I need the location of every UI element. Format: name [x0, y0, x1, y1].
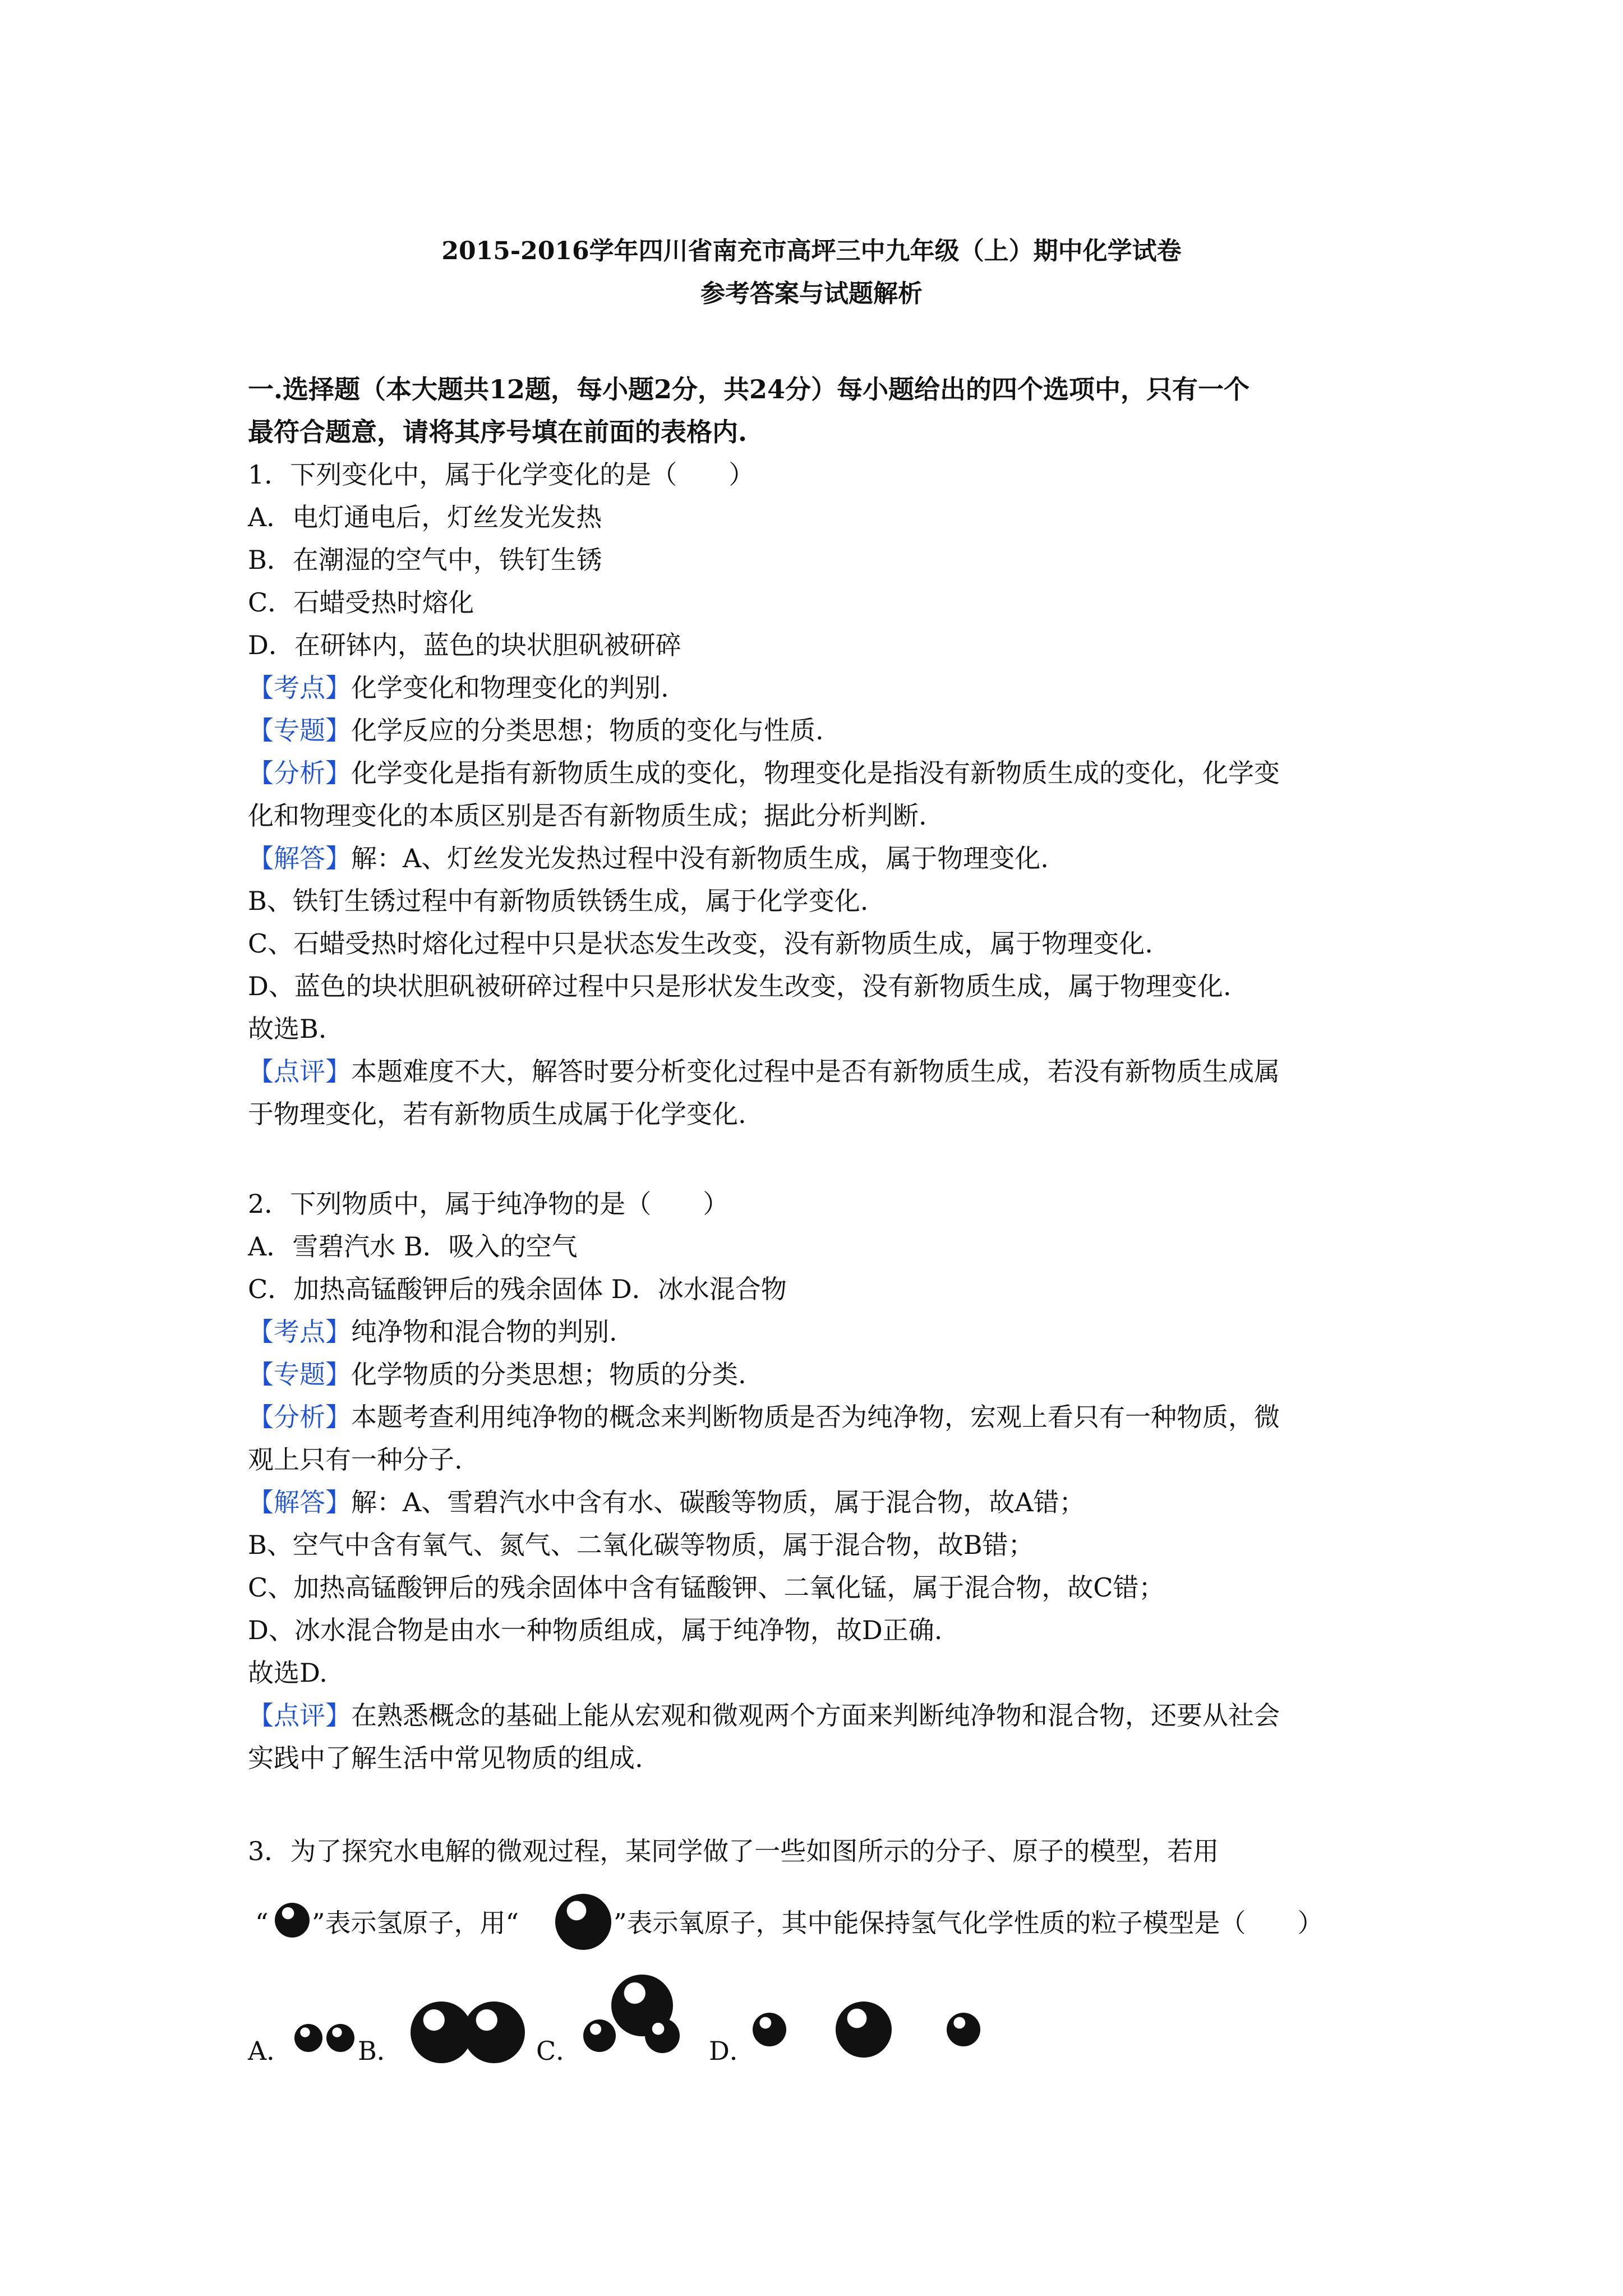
- hydrogen-atom-icon: [947, 2013, 980, 2046]
- page-title: 2015-2016学年四川省南充市高坪三中九年级（上）期中化学试卷: [441, 237, 1182, 265]
- q1-option-c: C．石蜡受热时熔化: [248, 587, 474, 618]
- q2-stem: 2．下列物质中，属于纯净物的是（ ）: [248, 1189, 729, 1219]
- hydrogen-atom-icon: [645, 2018, 680, 2053]
- q1-jieda: [248, 840, 1049, 876]
- kaodian-tag: 【考点】: [248, 673, 351, 703]
- dianping-tag: 【点评】: [248, 1700, 351, 1731]
- q3-option-a-label: A．: [248, 2036, 293, 2066]
- page-subtitle: 参考答案与试题解析: [700, 279, 923, 308]
- q2-jieda-text-1: 解：A、雪碧汽水中含有水、碳酸等物质，属于混合物，故A错；: [351, 1487, 1085, 1517]
- q2-fenxi: [248, 1399, 1280, 1435]
- fenxi-tag: 【分析】: [248, 758, 351, 788]
- zhuanti-tag: 【专题】: [248, 1359, 351, 1389]
- zhuanti-tag: 【专题】: [248, 715, 351, 746]
- q1-option-a: A．电灯通电后，灯丝发光发热: [248, 502, 602, 532]
- q3-option-c-label: C．: [536, 2036, 582, 2066]
- hydrogen-atom-icon: [753, 2013, 786, 2046]
- q2-jieda-text-4: D、冰水混合物是由水一种物质组成，属于纯净物，故D正确.: [248, 1615, 943, 1645]
- section-heading-line2: 最符合题意，请将其序号填在前面的表格内.: [248, 417, 748, 447]
- q1-fenxi-text-1: 化学变化是指有新物质生成的变化，物理变化是指没有新物质生成的变化，化学变: [351, 758, 1280, 788]
- q2-kaodian-text: 纯净物和混合物的判别.: [351, 1317, 617, 1347]
- q1-dianping-text-1: 本题难度不大，解答时要分析变化过程中是否有新物质生成，若没有新物质生成属: [351, 1056, 1280, 1087]
- q1-option-d: D．在研钵内，蓝色的块状胆矾被研碎: [248, 630, 681, 660]
- jieda-tag: 【解答】: [248, 1487, 351, 1517]
- q1-dianping-text-2: 于物理变化，若有新物质生成属于化学变化.: [248, 1099, 746, 1129]
- dianping-tag: 【点评】: [248, 1056, 351, 1087]
- q1-option-b: B．在潮湿的空气中，铁钉生锈: [248, 545, 602, 575]
- q1-answer: 故选B.: [248, 1014, 327, 1044]
- hydrogen-atom-icon: [583, 2019, 616, 2052]
- oxygen-atom-icon: [555, 1894, 611, 1950]
- q1-fenxi-text-2: 化和物理变化的本质区别是否有新物质生成；据此分析判断.: [248, 800, 927, 831]
- q2-jieda: [248, 1484, 1085, 1520]
- kaodian-tag: 【考点】: [248, 1317, 351, 1347]
- q2-fenxi-text-1: 本题考查利用纯净物的概念来判断物质是否为纯净物，宏观上看只有一种物质，微: [351, 1402, 1280, 1432]
- q2-option-cd: C．加热高锰酸钾后的残余固体 D．冰水混合物: [248, 1274, 787, 1304]
- q1-zhuanti: [248, 712, 824, 748]
- q3-legend-hydrogen-text: ”表示氢原子，用“: [312, 1908, 519, 1938]
- q2-jieda-text-2: B、空气中含有氧气、氮气、二氧化碳等物质，属于混合物，故B错；: [248, 1530, 1034, 1560]
- q1-jieda-text-3: C、石蜡受热时熔化过程中只是状态发生改变，没有新物质生成，属于物理变化.: [248, 928, 1153, 959]
- q2-dianping-text-2: 实践中了解生活中常见物质的组成.: [248, 1743, 643, 1773]
- q2-zhuanti: [248, 1356, 746, 1392]
- q2-dianping: [248, 1697, 1280, 1733]
- q1-zhuanti-text: 化学反应的分类思想；物质的变化与性质.: [351, 715, 824, 746]
- q3-legend-oxygen-text: ”表示氧原子，其中能保持氢气化学性质的粒子模型是（ ）: [614, 1908, 1324, 1938]
- q1-jieda-text-1: 解：A、灯丝发光发热过程中没有新物质生成，属于物理变化.: [351, 843, 1049, 873]
- q2-zhuanti-text: 化学物质的分类思想；物质的分类.: [351, 1359, 746, 1389]
- fenxi-tag: 【分析】: [248, 1402, 351, 1432]
- hydrogen-atom-icon: [294, 2024, 322, 2052]
- hydrogen-atom-icon: [275, 1903, 310, 1938]
- section-heading-line1: 一.选择题（本大题共12题，每小题2分，共24分）每小题给出的四个选项中，只有一个: [248, 374, 1250, 404]
- q1-stem: 1．下列变化中，属于化学变化的是（ ）: [248, 459, 755, 490]
- q1-jieda-text-2: B、铁钉生锈过程中有新物质铁锈生成，属于化学变化.: [248, 886, 869, 916]
- q1-dianping: [248, 1053, 1280, 1089]
- q3-stem: 3．为了探究水电解的微观过程，某同学做了一些如图所示的分子、原子的模型，若用: [248, 1836, 1219, 1866]
- q2-fenxi-text-2: 观上只有一种分子.: [248, 1444, 463, 1475]
- q2-answer: 故选D.: [248, 1658, 328, 1688]
- hydrogen-atom-icon: [326, 2024, 354, 2052]
- oxygen-atom-icon: [836, 2001, 892, 2058]
- q1-fenxi: [248, 755, 1280, 791]
- q3-option-b-label: B．: [358, 2036, 403, 2066]
- q3-legend-open-quote: “: [255, 1908, 269, 1938]
- jieda-tag: 【解答】: [248, 843, 351, 873]
- oxygen-atom-icon: [463, 2001, 525, 2063]
- q3-option-d-label: D．: [709, 2036, 755, 2066]
- q2-jieda-text-3: C、加热高锰酸钾后的残余固体中含有锰酸钾、二氧化锰，属于混合物，故C错；: [248, 1572, 1165, 1603]
- q2-option-ab: A．雪碧汽水 B．吸入的空气: [248, 1231, 578, 1262]
- q1-kaodian: [248, 670, 669, 706]
- q2-dianping-text-1: 在熟悉概念的基础上能从宏观和微观两个方面来判断纯净物和混合物，还要从社会: [351, 1700, 1280, 1731]
- q1-jieda-text-4: D、蓝色的块状胆矾被研碎过程中只是形状发生改变，没有新物质生成，属于物理变化.: [248, 971, 1232, 1001]
- q1-kaodian-text: 化学变化和物理变化的判别.: [351, 673, 669, 703]
- q2-kaodian: [248, 1314, 617, 1350]
